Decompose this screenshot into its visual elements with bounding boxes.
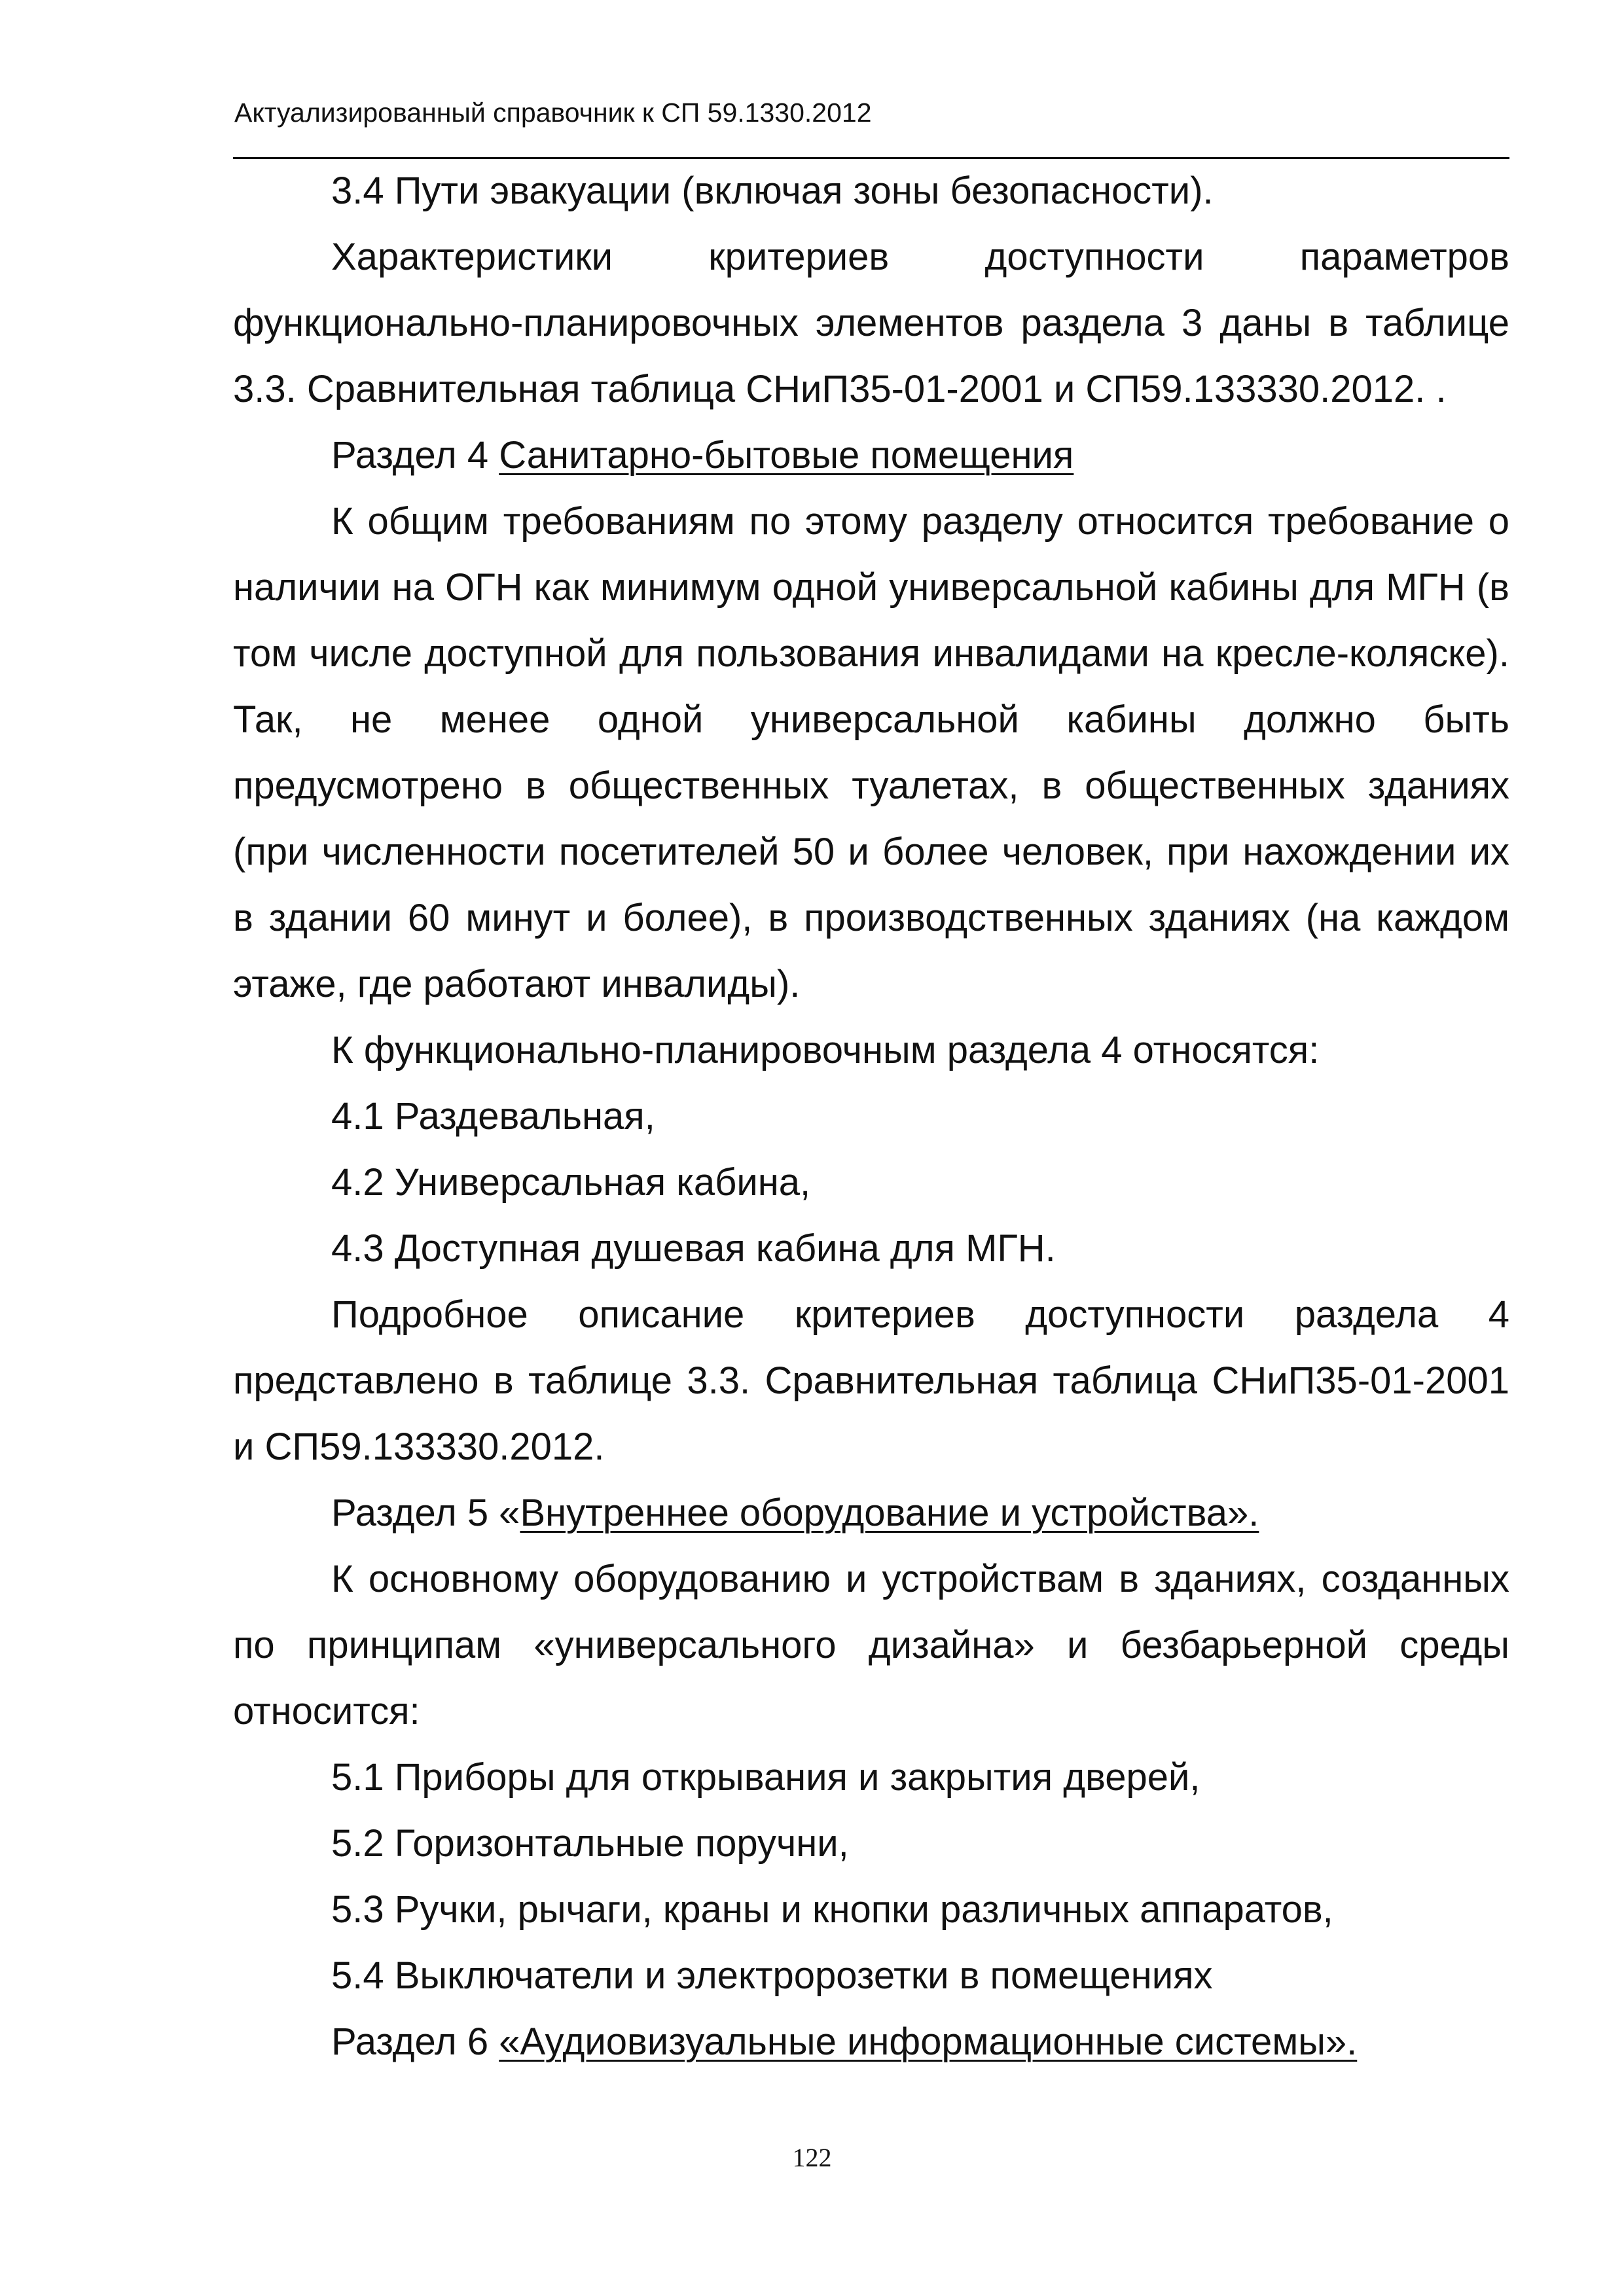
- list-item-5-4: 5.4 Выключатели и электророзетки в помещениях: [331, 1954, 1213, 1997]
- section-5-heading: [233, 1480, 1509, 1546]
- page-body: [233, 158, 1509, 2075]
- page-number: 122: [792, 2143, 832, 2172]
- section-5-prefix: Раздел 5 «: [331, 1492, 520, 1534]
- paragraph-equipment: К основному оборудованию и устройствам в зданиях, созданных по принципам «универсального дизайна» и безбарьерной среды относится:: [233, 1558, 1509, 1732]
- list-item-4-2: 4.2 Универсальная кабина,: [331, 1161, 811, 1204]
- list-item-5-2: 5.2 Горизонтальные поручни,: [331, 1822, 849, 1865]
- section-4-prefix: Раздел 4: [331, 434, 499, 476]
- paragraph-characteristics: Характеристики критериев доступности параметров функционально-планировочных элементов раздела 3 даны в таблице 3.3. Сравнительная таблица СНиП35-01-2001 и СП59.133330.2012. .: [233, 236, 1509, 410]
- paragraph-general-requirements: К общим требованиям по этому разделу относится требование о наличии на ОГН как минимум одной универсальной кабины для МГН (в том числе доступной для пользования инвалидами на кресле-коляске). Так, не менее одной универсальной кабины должно быть предусмотрено в общественных туалетах, в общественных зданиях (при численности посетителей 50 и более человек, при нахождении их в здании 60 минут и более), в производственных зданиях (на каждом этаже, где работают инвалиды).: [233, 500, 1509, 1005]
- section-6-title: «Аудиовизуальные информационные системы».: [499, 2020, 1358, 2063]
- paragraph-functional-section-4: К функционально-планировочным раздела 4 относятся:: [331, 1029, 1320, 1071]
- list-item-4-3: 4.3 Доступная душевая кабина для МГН.: [331, 1227, 1056, 1270]
- running-header: Актуализированный справочник к СП 59.1330.2012: [234, 98, 872, 128]
- list-item-3-4: 3.4 Пути эвакуации (включая зоны безопасности).: [331, 170, 1214, 212]
- section-4-heading: [233, 422, 1509, 488]
- section-4-title: Санитарно-бытовые помещения: [499, 434, 1074, 476]
- section-6-heading: [233, 2009, 1509, 2075]
- paragraph-detailed-description: Подробное описание критериев доступности раздела 4 представлено в таблице 3.3. Сравнительная таблица СНиП35-01-2001 и СП59.133330.2012.: [233, 1293, 1509, 1468]
- list-item-5-1: 5.1 Приборы для открывания и закрытия дверей,: [331, 1756, 1200, 1799]
- list-item-5-3: 5.3 Ручки, рычаги, краны и кнопки различных аппаратов,: [331, 1888, 1333, 1931]
- section-5-title: Внутреннее оборудование и устройства».: [520, 1492, 1259, 1534]
- section-6-prefix: Раздел 6: [331, 2020, 499, 2063]
- list-item-4-1: 4.1 Раздевальная,: [331, 1095, 655, 1138]
